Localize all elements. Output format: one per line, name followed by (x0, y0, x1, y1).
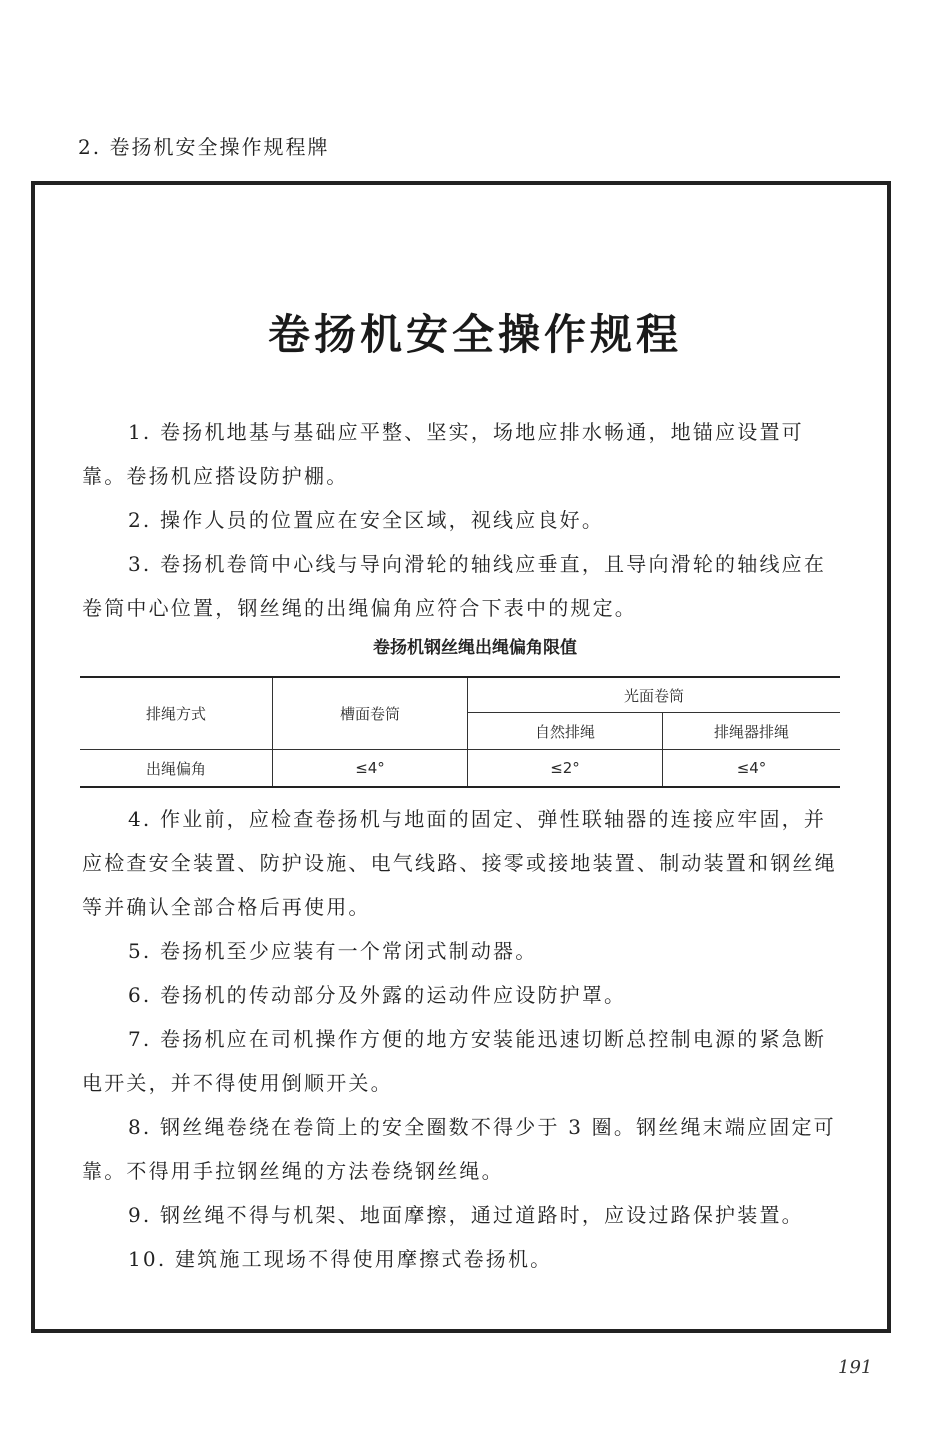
table-row-label: 出绳偏角 (80, 750, 273, 788)
table-cell-device-value: ≤4° (663, 750, 841, 788)
rope-angle-limit-table (80, 676, 840, 788)
table-header-device-spooling: 排绳器排绳 (663, 713, 841, 750)
table-title: 卷扬机钢丝绳出绳偏角限值 (373, 638, 577, 658)
table-header-method: 排绳方式 (80, 677, 273, 750)
section-heading: 2. 卷扬机安全操作规程牌 (78, 135, 330, 159)
table-header-grooved-drum: 槽面卷筒 (273, 677, 468, 750)
table-header-smooth-drum: 光面卷筒 (468, 677, 841, 713)
rules-list-bottom (82, 797, 842, 1281)
rule-item: 1. 卷扬机地基与基础应平整、坚实，场地应排水畅通，地锚应设置可靠。卷扬机应搭设防护棚。 (82, 420, 804, 488)
table-header-natural-spooling: 自然排绳 (468, 713, 663, 750)
page-number: 191 (838, 1357, 873, 1378)
board-title: 卷扬机安全操作规程 (267, 310, 682, 359)
rule-item: 10. 建筑施工现场不得使用摩擦式卷扬机。 (128, 1247, 553, 1271)
rule-item: 8. 钢丝绳卷绕在卷筒上的安全圈数不得少于 3 圈。钢丝绳末端应固定可靠。不得用手拉钢丝绳的方法卷绕钢丝绳。 (82, 1115, 836, 1183)
table-cell-grooved-value: ≤4° (273, 750, 468, 788)
table-cell-natural-value: ≤2° (468, 750, 663, 788)
rule-item: 4. 作业前，应检查卷扬机与地面的固定、弹性联轴器的连接应牢固，并应检查安全装置、防护设施、电气线路、接零或接地装置、制动装置和钢丝绳等并确认全部合格后再使用。 (82, 807, 837, 919)
rule-item: 9. 钢丝绳不得与机架、地面摩擦，通过道路时，应设过路保护装置。 (128, 1203, 804, 1227)
rule-item: 6. 卷扬机的传动部分及外露的运动件应设防护罩。 (128, 983, 627, 1007)
rule-item: 2. 操作人员的位置应在安全区域，视线应良好。 (128, 508, 605, 532)
rule-item: 5. 卷扬机至少应装有一个常闭式制动器。 (128, 939, 538, 963)
rule-item: 3. 卷扬机卷筒中心线与导向滑轮的轴线应垂直，且导向滑轮的轴线应在卷筒中心位置，钢丝绳的出绳偏角应符合下表中的规定。 (82, 552, 827, 620)
rules-list-top (82, 410, 842, 630)
rule-item: 7. 卷扬机应在司机操作方便的地方安装能迅速切断总控制电源的紧急断电开关，并不得使用倒顺开关。 (82, 1027, 827, 1095)
